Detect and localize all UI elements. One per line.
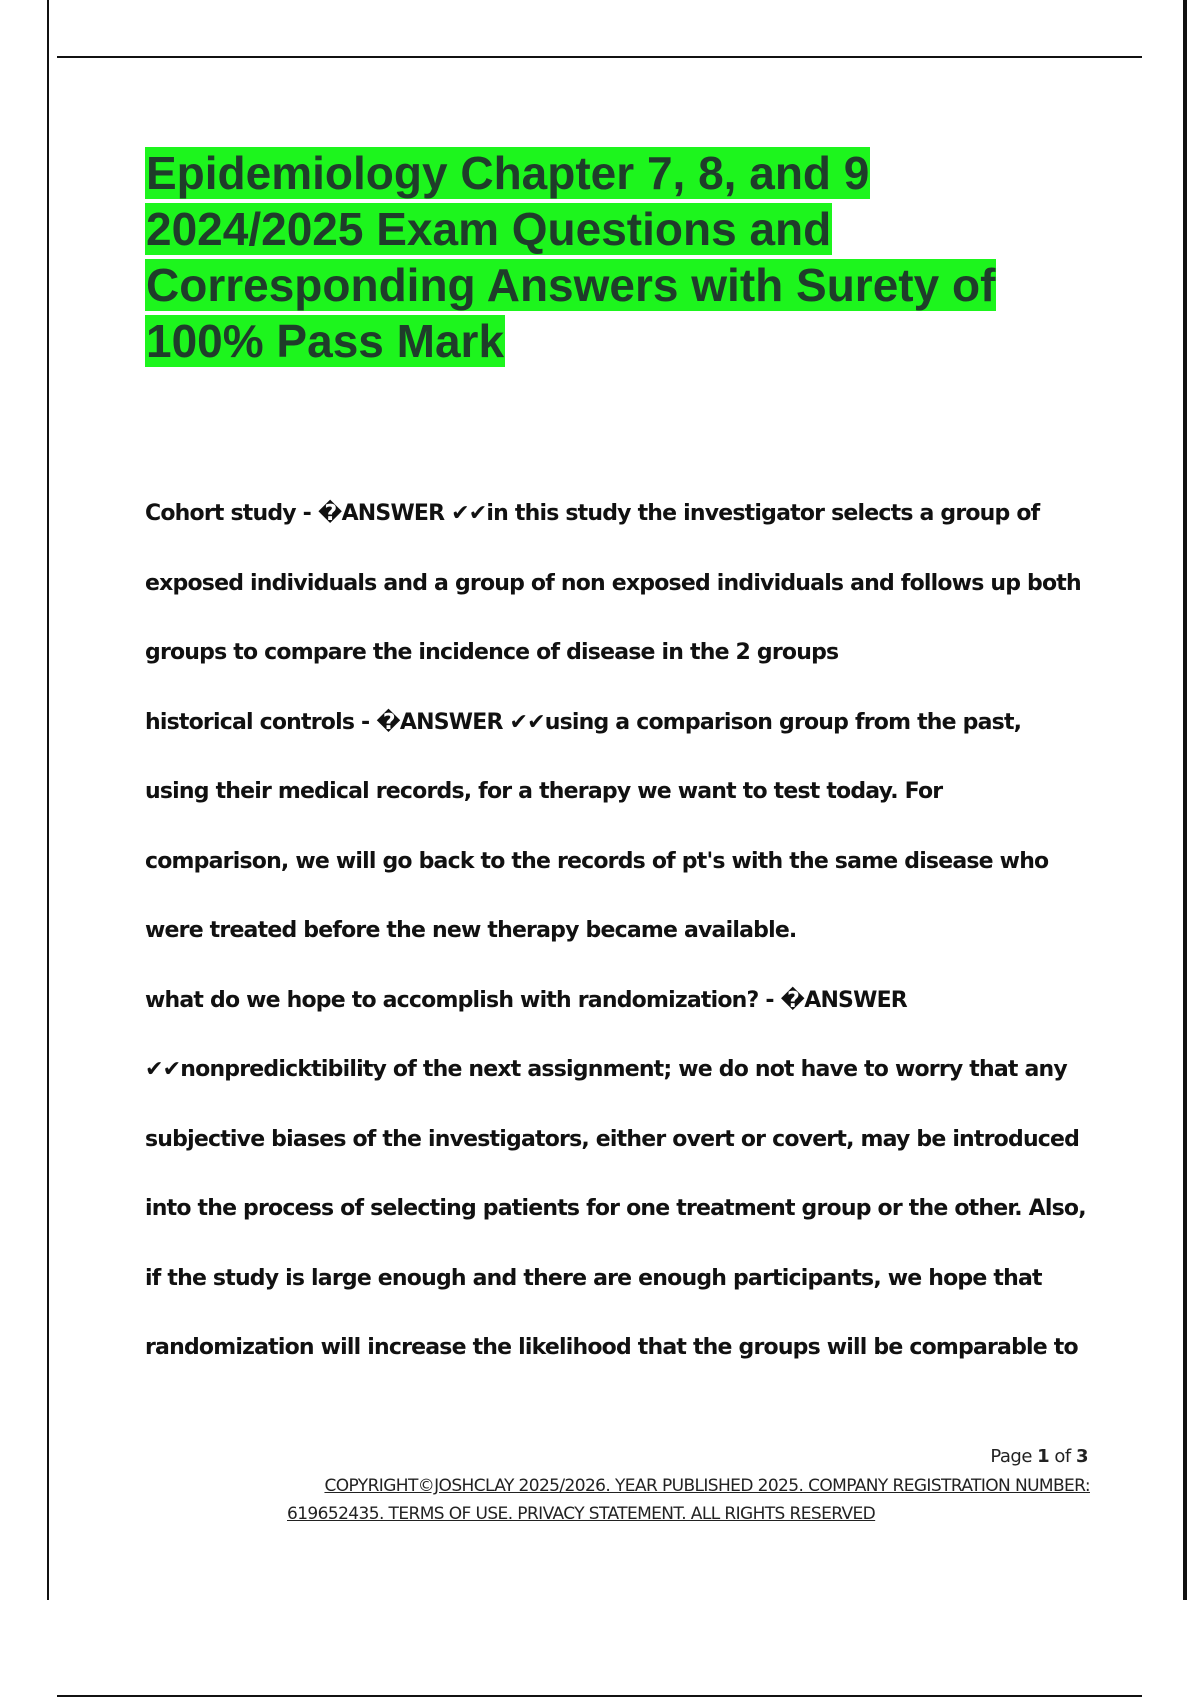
body-line: randomization will increase the likelihood that the groups will be comparable to bbox=[145, 1335, 1078, 1360]
body-line: were treated before the new therapy became available. bbox=[145, 918, 797, 943]
document-body bbox=[145, 492, 1090, 1396]
body-line: ✔✔nonpredicktibility of the next assignment; we do not have to worry that any bbox=[145, 1057, 1067, 1082]
body-line: using their medical records, for a therapy we want to test today. For bbox=[145, 779, 943, 804]
top-divider bbox=[57, 56, 1142, 58]
body-line: groups to compare the incidence of disease in the 2 groups bbox=[145, 640, 839, 665]
left-border-line bbox=[47, 0, 49, 1600]
body-line: comparison, we will go back to the records of pt's with the same disease who bbox=[145, 848, 1049, 874]
page-prefix: Page bbox=[990, 1446, 1038, 1467]
body-line: historical controls - �ANSWER ✔✔using a comparison group from the past, bbox=[145, 709, 1022, 735]
page-of: of bbox=[1049, 1446, 1076, 1467]
copyright-line-1: COPYRIGHT©JOSHCLAY 2025/2026. YEAR PUBLISHED 2025. COMPANY REGISTRATION NUMBER: bbox=[324, 1476, 1090, 1496]
body-line: if the study is large enough and there are enough participants, we hope that bbox=[145, 1265, 1042, 1291]
copyright-notice bbox=[150, 1472, 1090, 1528]
right-border-line bbox=[1183, 0, 1187, 1600]
body-line: into the process of selecting patients for one treatment group or the other. Also, bbox=[145, 1196, 1086, 1221]
page-number bbox=[990, 1446, 1088, 1467]
body-line: what do we hope to accomplish with randomization? - �ANSWER bbox=[145, 987, 907, 1013]
page-total: 3 bbox=[1075, 1446, 1088, 1467]
body-line: exposed individuals and a group of non exposed individuals and follows up both bbox=[145, 570, 1081, 596]
title-highlight: Epidemiology Chapter 7, 8, and 9 2024/2025 Exam Questions and Corresponding Answers with Surety of 100% Pass Mark bbox=[146, 147, 996, 367]
copyright-line-2: 619652435. TERMS OF USE. PRIVACY STATEMENT. ALL RIGHTS RESERVED bbox=[287, 1504, 876, 1524]
body-line: subjective biases of the investigators, either overt or covert, may be introduced bbox=[145, 1126, 1080, 1152]
bottom-divider bbox=[57, 1695, 1142, 1697]
document-title bbox=[145, 145, 1045, 369]
page-current: 1 bbox=[1037, 1446, 1050, 1467]
body-line: Cohort study - �ANSWER ✔✔in this study the investigator selects a group of bbox=[145, 501, 1040, 526]
